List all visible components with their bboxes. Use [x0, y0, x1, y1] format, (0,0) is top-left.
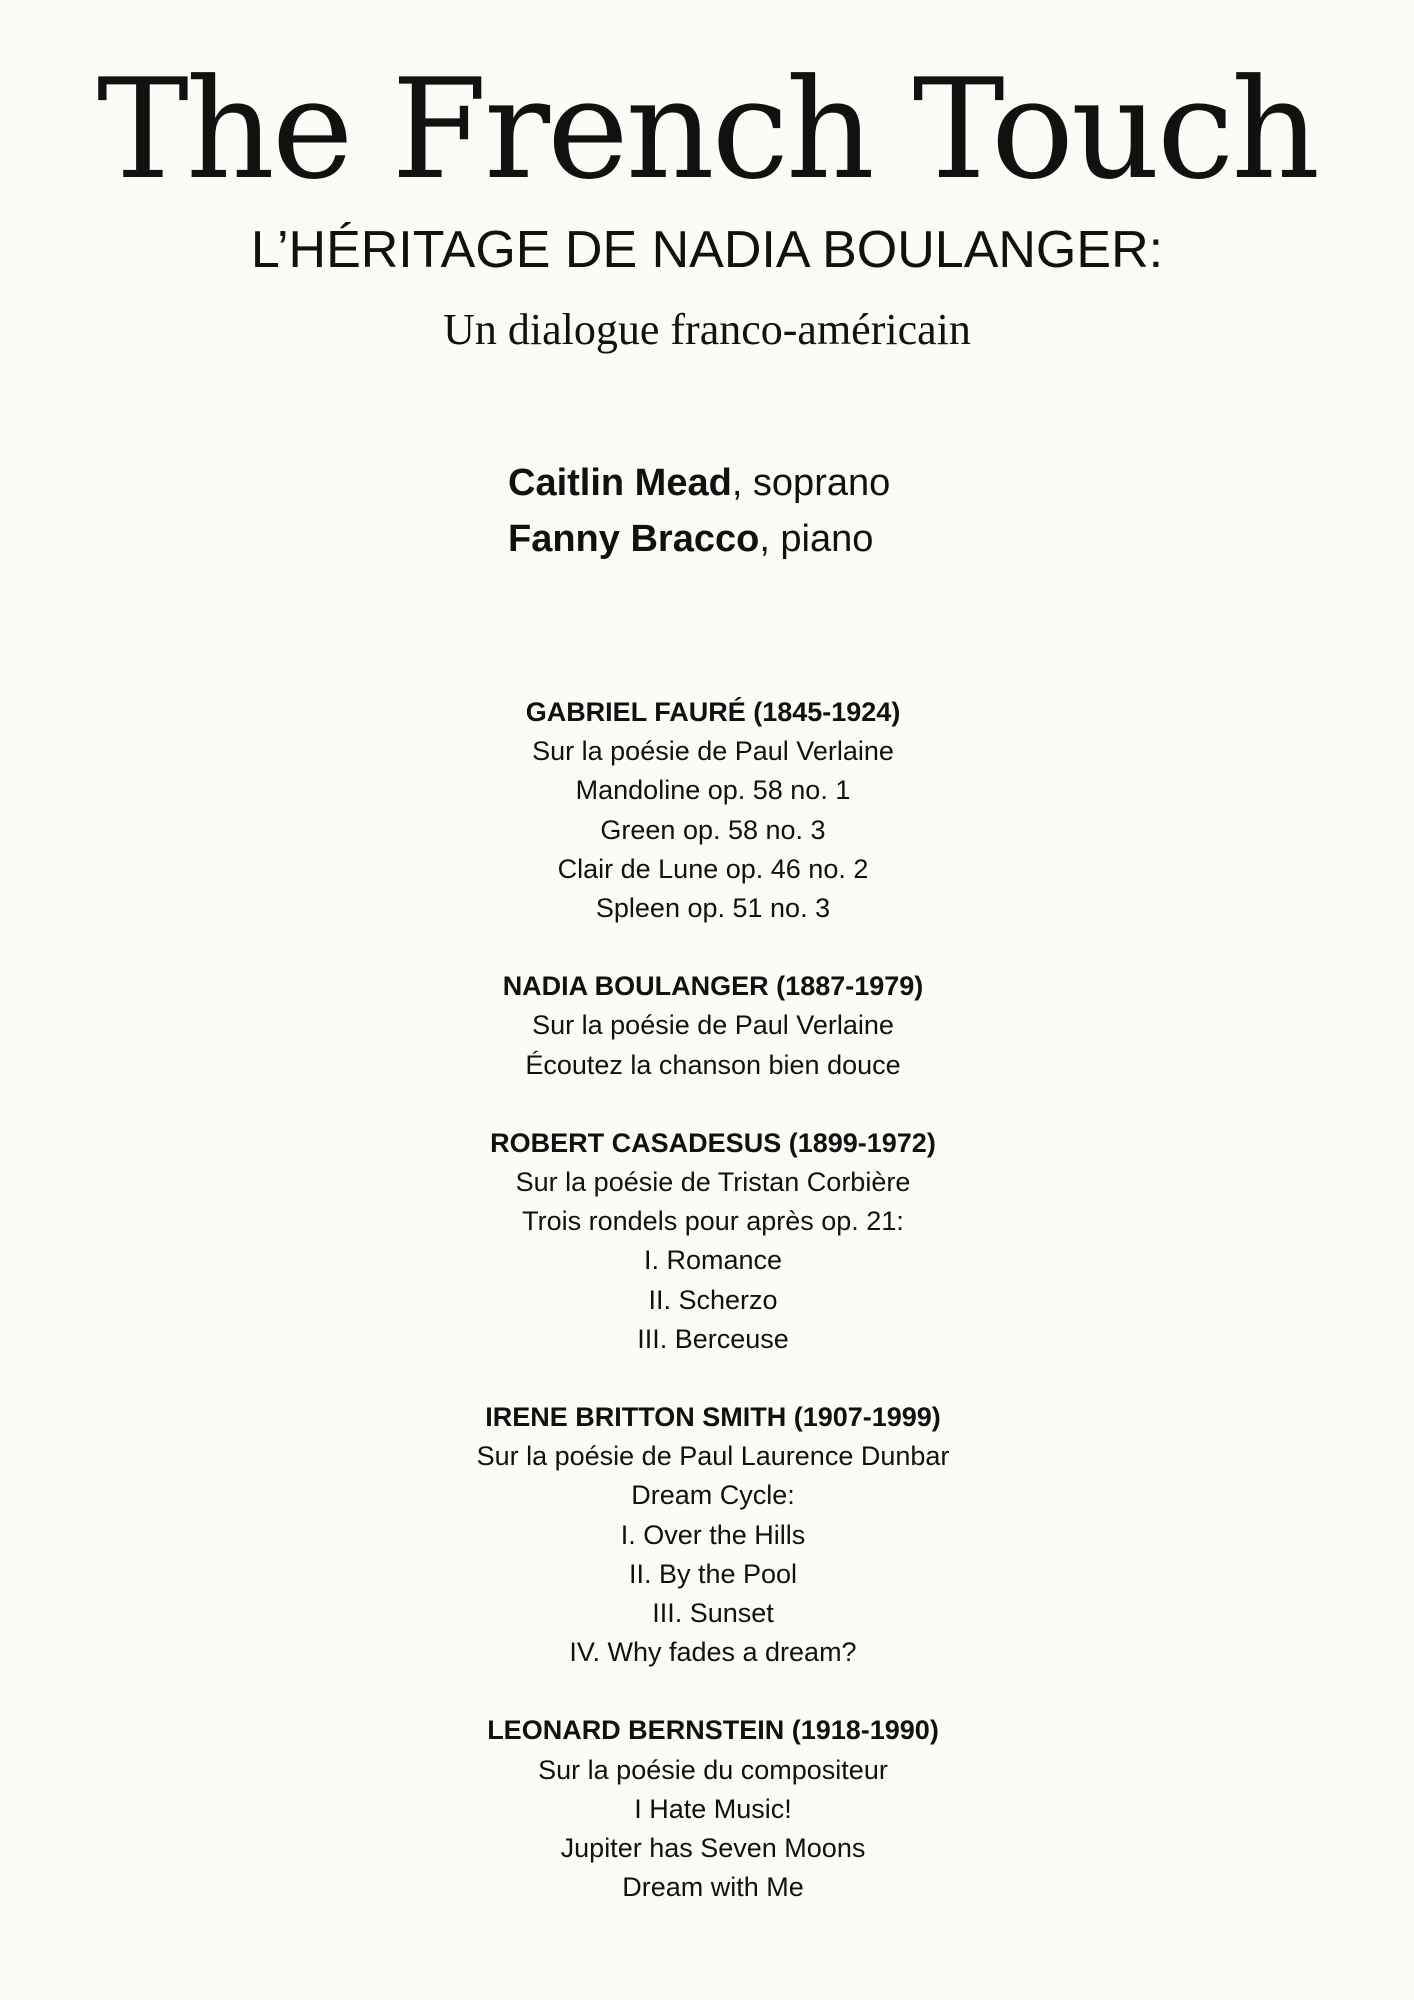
- program-line: IV. Why fades a dream?: [569, 1637, 857, 1668]
- program-block-bernstein: [12, 1711, 1414, 1907]
- performer-soprano: [508, 455, 890, 511]
- program-line: Spleen op. 51 no. 3: [595, 893, 831, 924]
- performer-role: , soprano: [731, 462, 891, 504]
- program-line: I. Over the Hills: [620, 1519, 806, 1550]
- performer-name: Fanny Bracco: [508, 518, 760, 560]
- page-subtitle: L’HÉRITAGE DE NADIA BOULANGER:: [250, 221, 1164, 279]
- performer-role: , piano: [759, 518, 874, 560]
- program-line: Clair de Lune op. 46 no. 2: [557, 853, 869, 884]
- composer-heading: LEONARD BERNSTEIN (1918-1990): [487, 1715, 939, 1746]
- program-line: Dream with Me: [622, 1872, 804, 1903]
- composer-heading: ROBERT CASADESUS (1899-1972): [490, 1127, 936, 1158]
- composer-heading: IRENE BRITTON SMITH (1907-1999): [485, 1402, 941, 1433]
- program-line: II. By the Pool: [628, 1558, 798, 1589]
- program-line: Sur la poésie de Paul Laurence Dunbar: [476, 1441, 950, 1472]
- performer-name: Caitlin Mead: [508, 462, 732, 504]
- program-line: III. Berceuse: [637, 1323, 789, 1354]
- performers-list: [508, 455, 890, 567]
- program-line: Trois rondels pour après op. 21:: [522, 1206, 904, 1237]
- composer-heading: NADIA BOULANGER (1887-1979): [502, 971, 924, 1002]
- composer-heading: GABRIEL FAURÉ (1845-1924): [525, 697, 901, 727]
- performer-piano: [508, 511, 890, 567]
- program-line: Green op. 58 no. 3: [600, 814, 826, 845]
- program-line: Sur la poésie de Tristan Corbière: [515, 1167, 911, 1198]
- page-title: The French Touch: [96, 49, 1318, 210]
- program-line: III. Sunset: [652, 1598, 774, 1629]
- program-line: Dream Cycle:: [631, 1480, 795, 1511]
- program-list: [0, 693, 1414, 1907]
- program-line: Mandoline op. 58 no. 1: [575, 775, 851, 806]
- program-block-smith: [12, 1398, 1414, 1672]
- program-line: II. Scherzo: [648, 1284, 778, 1315]
- program-line: Sur la poésie de Paul Verlaine: [532, 736, 894, 767]
- page-tagline: Un dialogue franco-américain: [443, 305, 971, 354]
- program-block-faure: [12, 693, 1414, 928]
- program-line: Jupiter has Seven Moons: [560, 1833, 866, 1864]
- program-line: I Hate Music!: [634, 1793, 792, 1824]
- program-line: I. Romance: [643, 1245, 783, 1276]
- program-block-casadesus: [12, 1124, 1414, 1359]
- program-line: Sur la poésie de Paul Verlaine: [532, 1010, 894, 1041]
- program-line: Sur la poésie du compositeur: [538, 1754, 888, 1785]
- program-block-boulanger: [12, 967, 1414, 1085]
- program-line: Écoutez la chanson bien douce: [525, 1049, 901, 1080]
